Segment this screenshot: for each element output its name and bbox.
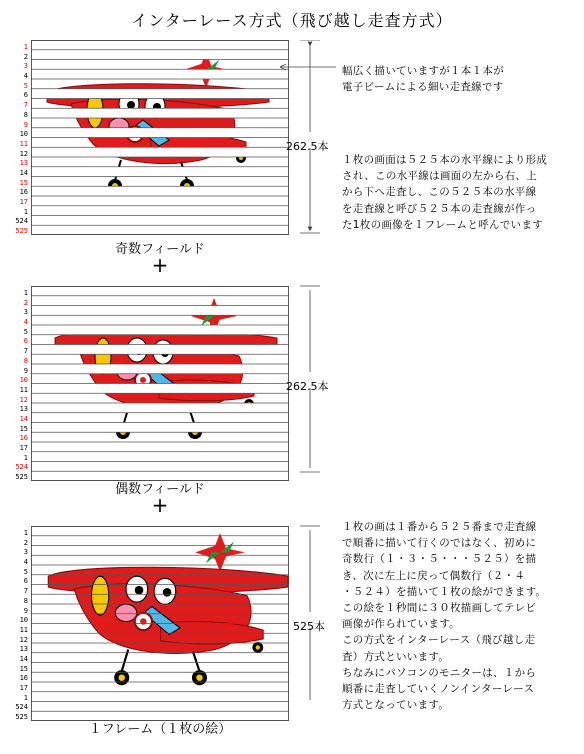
even-field-caption: 偶数フィールド bbox=[115, 482, 205, 497]
line-number: 15 bbox=[19, 664, 28, 673]
line-number: 1 bbox=[23, 207, 28, 216]
even-field-panel bbox=[31, 286, 289, 481]
line-number: 12 bbox=[19, 395, 28, 404]
plus-sign-1: + bbox=[151, 253, 169, 277]
note-scanline bbox=[342, 63, 582, 95]
line-numbers-even bbox=[2, 289, 28, 483]
line-number: 7 bbox=[23, 587, 28, 596]
line-number: 1 bbox=[23, 453, 28, 462]
line-number: 524 bbox=[15, 703, 28, 712]
line-number: 6 bbox=[23, 577, 28, 586]
line-number: 1 bbox=[23, 289, 28, 297]
note-line: ・５２４）を描いて１枚の絵ができます。 bbox=[342, 585, 547, 598]
line-number: 3 bbox=[23, 308, 28, 317]
note-line: で順番に描いて行くのではなく、初めに bbox=[342, 537, 537, 550]
line-number: 8 bbox=[23, 356, 28, 365]
note-line: ちなみにパソコンのモニターは、１から bbox=[342, 666, 537, 679]
note-frame-definition bbox=[342, 152, 582, 233]
line-number: 525 bbox=[15, 713, 28, 722]
line-number: 8 bbox=[23, 596, 28, 605]
line-number: 1 bbox=[23, 43, 28, 51]
line-number: 5 bbox=[23, 567, 28, 576]
line-number: 10 bbox=[19, 130, 28, 139]
note-line: から下へ走査し、この５２５本の水平線 bbox=[342, 186, 537, 199]
note-line: され、この水平線は画面の左から右、上 bbox=[342, 170, 538, 183]
line-number: 14 bbox=[19, 654, 28, 663]
note-line: を走査線と呼び５２５本の走査線が作っ bbox=[342, 202, 537, 215]
line-number: 6 bbox=[23, 91, 28, 100]
measure-frame: 525本 bbox=[293, 620, 325, 633]
note-line: この絵を１秒間に３０枚描画してテレビ bbox=[342, 602, 537, 615]
line-number: 6 bbox=[23, 337, 28, 346]
line-number: 1 bbox=[23, 693, 28, 702]
line-number: 525 bbox=[15, 227, 28, 236]
line-number: 10 bbox=[19, 616, 28, 625]
line-number: 5 bbox=[23, 327, 28, 336]
note-interlace-explanation bbox=[342, 519, 582, 713]
line-number: 10 bbox=[19, 376, 28, 385]
line-number: 2 bbox=[23, 298, 28, 307]
line-number: 9 bbox=[23, 606, 28, 615]
full-frame-caption: １フレーム（１枚の絵） bbox=[88, 722, 232, 737]
line-number: 4 bbox=[23, 72, 28, 81]
line-number: 12 bbox=[19, 149, 28, 158]
odd-field-panel bbox=[31, 40, 289, 235]
line-number: 3 bbox=[23, 62, 28, 71]
note-line: 方式となっています。 bbox=[342, 699, 450, 712]
line-number: 11 bbox=[19, 139, 28, 148]
measure-odd: 262.5本 bbox=[286, 140, 329, 153]
note-line: た1枚の画像を１フレームと呼んでいます bbox=[342, 218, 543, 231]
line-number: 524 bbox=[15, 463, 28, 472]
line-number: 15 bbox=[19, 424, 28, 433]
line-number: 524 bbox=[15, 217, 28, 226]
note-line: 画像が作られています。 bbox=[342, 618, 460, 631]
measure-even: 262.5本 bbox=[286, 380, 329, 393]
odd-field-caption: 奇数フィールド bbox=[115, 242, 205, 257]
line-number: 13 bbox=[19, 645, 28, 654]
note-line: １枚の画面は５２５本の水平線により形成 bbox=[342, 154, 548, 166]
line-number: 3 bbox=[23, 548, 28, 557]
line-number: 9 bbox=[23, 120, 28, 129]
note-line: 電子ビームによる細い走査線です bbox=[342, 81, 504, 94]
line-number: 17 bbox=[19, 198, 28, 206]
line-number: 14 bbox=[19, 168, 28, 177]
line-number: 1 bbox=[23, 529, 28, 537]
line-number: 14 bbox=[19, 414, 28, 423]
page-title: インターレース方式（飛び越し走査方式） bbox=[131, 11, 453, 30]
line-number: 11 bbox=[19, 385, 28, 394]
line-number: 4 bbox=[23, 318, 28, 327]
note-line: 奇数行（１・３・５・・・５２５）を描 bbox=[342, 553, 537, 566]
note-line: き、次に左上に戻って偶数行（２・４ bbox=[342, 569, 526, 582]
line-number: 15 bbox=[19, 178, 28, 187]
note-pointer-arrow bbox=[276, 60, 338, 74]
note-line: 幅広く描いていますが１本１本が bbox=[342, 65, 504, 77]
line-number: 4 bbox=[23, 558, 28, 567]
line-number: 17 bbox=[19, 444, 28, 452]
line-number: 525 bbox=[15, 473, 28, 482]
line-number: 7 bbox=[23, 347, 28, 356]
note-line: 順番に走査していくノンインターレース bbox=[342, 683, 535, 696]
line-number: 11 bbox=[19, 625, 28, 634]
line-number: 12 bbox=[19, 635, 28, 644]
note-line: 査）方式といいます。 bbox=[342, 650, 450, 663]
line-number: 13 bbox=[19, 159, 28, 168]
line-number: 16 bbox=[19, 674, 28, 683]
line-number: 2 bbox=[23, 52, 28, 61]
line-number: 17 bbox=[19, 684, 28, 692]
line-number: 9 bbox=[23, 366, 28, 375]
line-number: 7 bbox=[23, 101, 28, 110]
line-number: 16 bbox=[19, 434, 28, 443]
line-number: 8 bbox=[23, 110, 28, 119]
line-numbers-frame bbox=[2, 529, 28, 723]
full-frame-panel bbox=[31, 526, 289, 721]
plus-sign-2: + bbox=[151, 493, 169, 517]
note-line: この方式をインターレース（飛び越し走 bbox=[342, 634, 536, 647]
line-numbers-odd bbox=[2, 43, 28, 237]
line-number: 5 bbox=[23, 81, 28, 90]
line-number: 16 bbox=[19, 188, 28, 197]
line-number: 2 bbox=[23, 538, 28, 547]
line-number: 13 bbox=[19, 405, 28, 414]
note-line: １枚の画は１番から５２５番まで走査線 bbox=[342, 521, 537, 533]
